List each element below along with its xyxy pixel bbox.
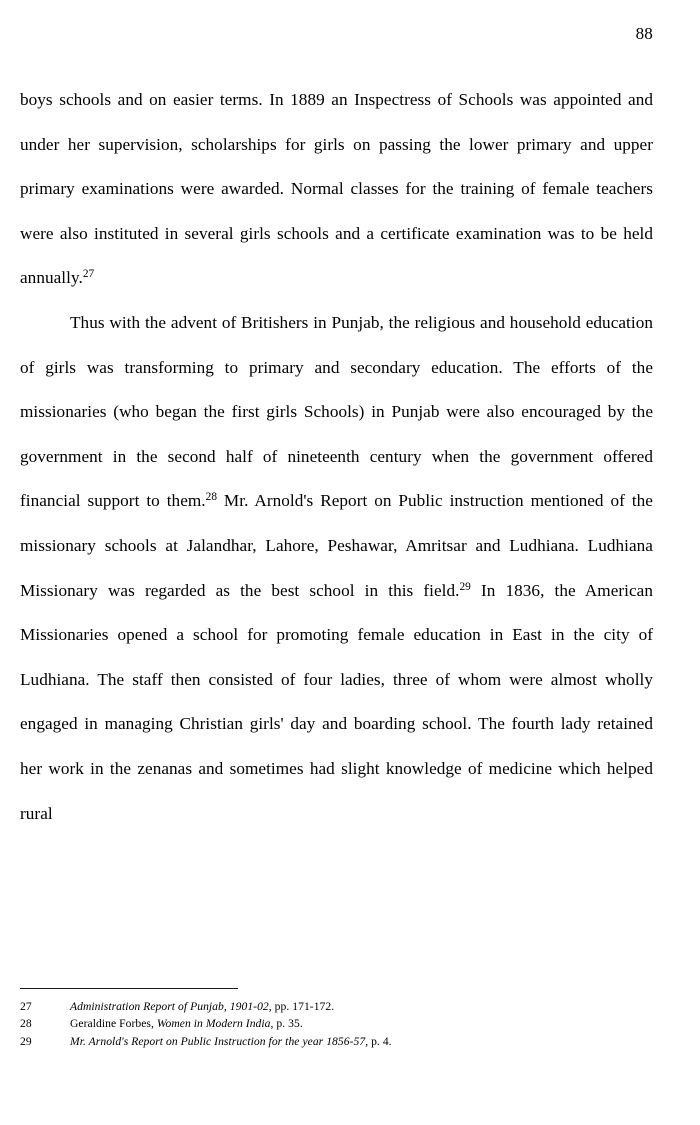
footnote-reference-29: 29	[459, 580, 471, 593]
body-text-block	[20, 78, 653, 836]
footnote-text: Geraldine Forbes, Women in Modern India, p. 35.	[70, 1017, 303, 1031]
paragraph-container	[20, 78, 653, 836]
citation-title: Administration Report of Punjab, 1901-02	[70, 1000, 269, 1013]
footnote-text: Administration Report of Punjab, 1901-02, pp. 171-172.	[70, 1000, 335, 1013]
page-number: 88	[635, 24, 653, 43]
footnote-reference-27: 27	[82, 268, 95, 281]
footnote-item	[20, 1015, 653, 1032]
footnote-area	[20, 988, 653, 1050]
footnote-number: 28	[20, 1017, 32, 1031]
body-paragraph-2: Thus with the advent of Britishers in Punjab, the religious and household education of girls was transforming to primary and secondary education. The efforts of the missionaries (who began the first girls Schools) in Punjab were also encouraged by the government in the second half of nineteenth century when the government offered financial support to them.$^{28}$ Mr. Arnold's Report on Public instruction mentioned of the missionary schools at Jalandhar, Lahore, Peshawar, Amritsar and Ludhiana. Ludhiana Missionary was regarded as the best school in this field.$^{29}$ In 1836, the American Missionaries opened a school for promoting female education in East in the city of Ludhiana. The staff then consisted of four ladies, three of whom were almost wholly engaged in managing Christian girls' day and boarding school. The fourth lady retained her work in the zenanas and sometimes had slight knowledge of medicine which helped rural	[20, 312, 653, 823]
footnote-number: 29	[20, 1034, 32, 1048]
citation-title: Women in Modern India	[156, 1017, 271, 1031]
footnote-text: Mr. Arnold's Report on Public Instruction for the year 1856-57, p. 4.	[70, 1034, 392, 1048]
footnote-item	[20, 998, 653, 1015]
footnote-number: 27	[20, 1000, 32, 1013]
body-paragraph-1: boys schools and on easier terms. In 1889 an Inspectress of Schools was appointed and under her supervision, scholarships for girls on passing the lower primary and upper primary examinations were awarded. Normal classes for the training of female teachers were also instituted in several girls schools and a certificate examination was to be held annually.$^{27}$	[20, 90, 653, 288]
footnote-item	[20, 1033, 653, 1050]
citation-title: Mr. Arnold's Report on Public Instruction for the year 1856-57	[70, 1034, 366, 1048]
footnote-reference-28: 28	[205, 491, 217, 504]
footnote-separator-rule	[20, 988, 238, 989]
footnote-list	[20, 998, 653, 1050]
